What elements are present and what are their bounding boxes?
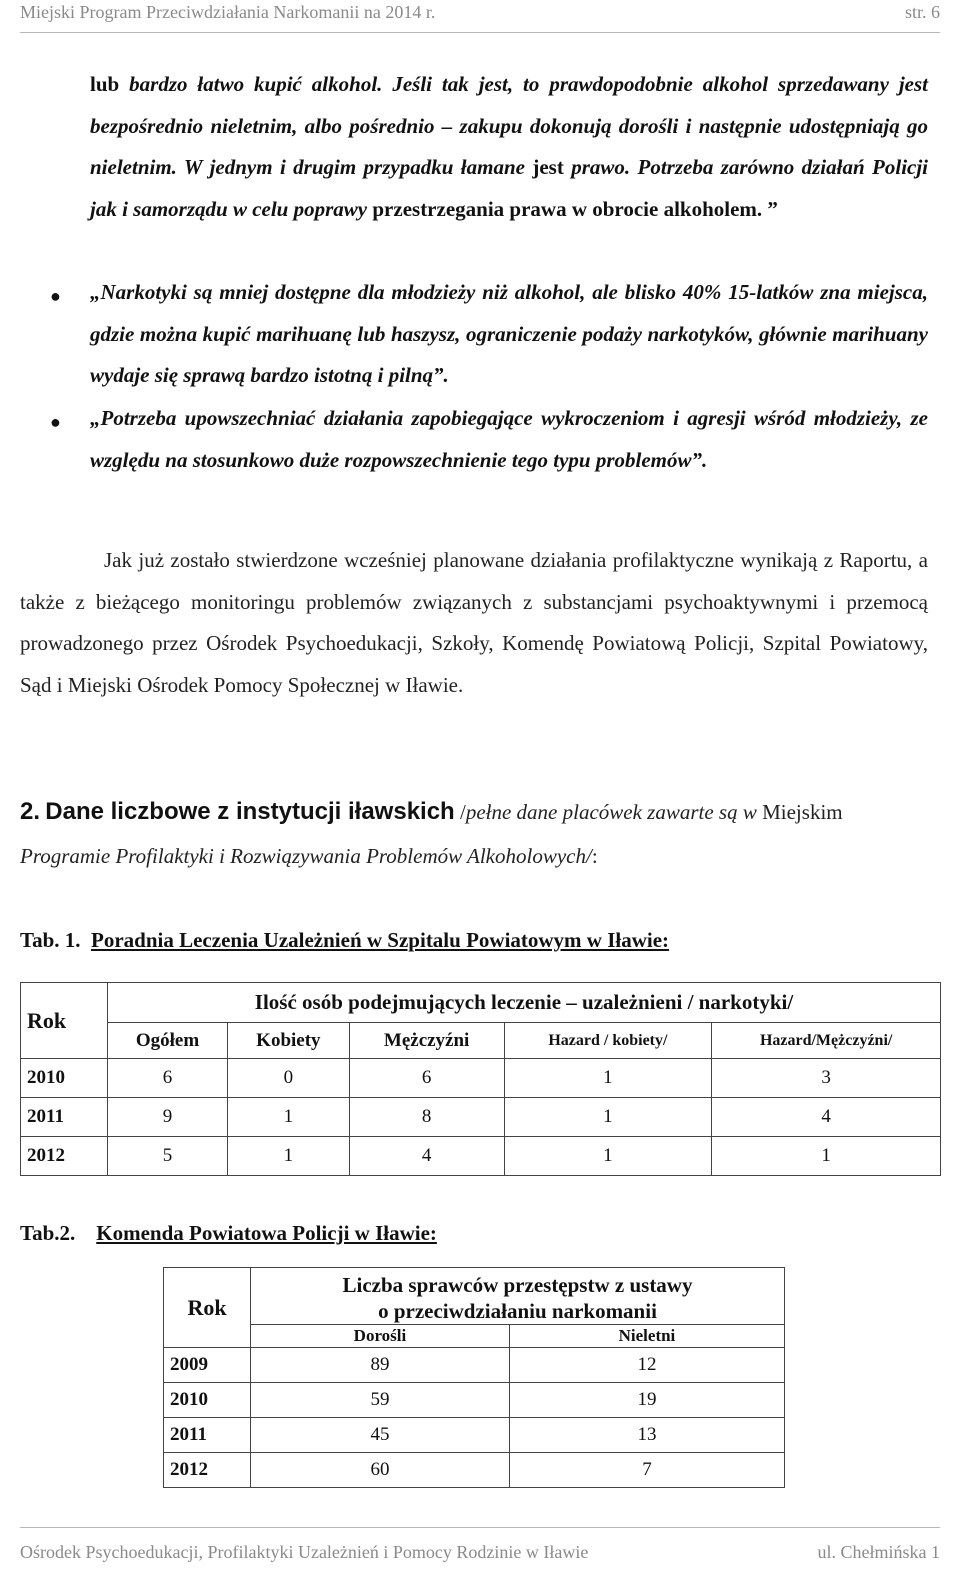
table1-cell: 1 [228,1137,350,1176]
table2-caption [20,1221,437,1246]
header-title: Miejski Program Przeciwdziałania Narkomanii na 2014 r. [20,2,436,22]
bullet-item-1: „Narkotyki są mniej dostępne dla młodzieży niż alkohol, ale blisko 40% 15-latków zna miejsca, gdzie można kupić marihuanę lub haszysz, ograniczenie podaży narkotyków, głównie marihuany wydaje się sprawą bardzo istotną i pilną”. [90,280,928,388]
table1-year-cell: 2011 [21,1098,108,1137]
table1-cell: 4 [712,1098,941,1137]
section-heading [20,790,930,878]
bullet-dot-icon: ● [50,286,61,306]
table2-year-cell: 2009 [164,1348,251,1383]
section-note-italic: pełne dane placówek zawarte są w [465,800,757,824]
footer-organization: Ośrodek Psychoedukacji, Profilaktyki Uzależnień i Pomocy Rodzinie w Iławie [20,1542,589,1562]
table1-cell: 1 [504,1098,712,1137]
table2-group-header [251,1268,785,1325]
table2-col-header: Dorośli [251,1325,510,1348]
table2-year-cell: 2012 [164,1453,251,1488]
page-number: str. 6 [904,2,940,22]
quote-mid-lead: jest [532,155,564,180]
bullet-item-2: „Potrzeba upowszechniać działania zapobiegające wykroczeniom i agresji wśród młodzieży, ze względu na stosunkowo duże rozpowszechnienie tego typu problemów”. [90,406,928,472]
table2-year-cell: 2011 [164,1418,251,1453]
table1-cell: 1 [712,1137,941,1176]
table-row [21,1059,941,1098]
table2-cell: 89 [251,1348,510,1383]
table2-caption-label: Tab.2. [20,1221,76,1245]
table1-caption [20,928,669,953]
table1-cell: 1 [228,1098,350,1137]
table1-group-header: Ilość osób podejmujących leczenie – uzależnieni / narkotyki/ [108,983,941,1023]
table-row [164,1348,785,1383]
section-note-plain: Miejskim [762,800,843,824]
table1 [20,982,941,1176]
table1-cell: 6 [108,1059,228,1098]
table2-cell: 13 [509,1418,784,1453]
table2-caption-title: Komenda Powiatowa Policji w Iławie: [96,1221,437,1245]
table2-group-header-line1: Liczba sprawców przestępstw z ustawy [342,1273,693,1297]
table1-col-header: Hazard / kobiety/ [504,1023,712,1059]
table-row [21,1137,941,1176]
section-number: 2. [20,798,41,825]
section-note-end: : [591,844,598,868]
table1-year-cell: 2010 [21,1059,108,1098]
table1-cell: 0 [228,1059,350,1098]
table1-cell: 4 [349,1137,504,1176]
table1-caption-label: Tab. 1. [20,928,81,952]
table2-col-header: Nieletni [509,1325,784,1348]
section-note-slash: / [459,800,466,824]
quote-text: bardzo łatwo kupić alkohol. Jeśli tak jest, to prawdopodobnie alkohol sprzedawany jest bezpośrednio nieletnim, albo pośrednio – zakupu dokonują dorośli i następnie udostępniają go nieletnim. W jednym i drugim przypadku łamane [90,72,928,180]
table1-cell: 8 [349,1098,504,1137]
table1-col-header: Mężczyźni [349,1023,504,1059]
table1-cell: 3 [712,1059,941,1098]
table1-cell: 1 [504,1137,712,1176]
table2-cell: 59 [251,1383,510,1418]
footer-address: ul. Chełmińska 1 [817,1542,940,1562]
table1-rok-header: Rok [21,983,108,1059]
quote-end-text: przestrzegania prawa w obrocie alkoholem. ” [372,197,778,222]
section-title: Dane liczbowe z instytucji iławskich [45,798,455,825]
table2-year-cell: 2010 [164,1383,251,1418]
running-header [20,0,940,33]
quote-lead-word: lub [90,72,120,96]
table2-cell: 60 [251,1453,510,1488]
table1-year-cell: 2012 [21,1137,108,1176]
table1-col-header: Hazard/Mężczyźni/ [712,1023,941,1059]
table2-rok-header: Rok [164,1268,251,1348]
table-row [164,1418,785,1453]
bullet-dot-icon: ● [50,412,61,432]
quote-mid-text: prawo. Potrzeba zarówno działań Policji jak i samorządu w celu poprawy [90,155,929,222]
table2 [163,1267,785,1488]
table2-cell: 45 [251,1418,510,1453]
table-row [164,1453,785,1488]
section-note-italic-2: Programie Profilaktyki i Rozwiązywania Problemów Alkoholowych/ [20,844,592,868]
table2-group-header-line2: o przeciwdziałaniu narkomanii [378,1299,657,1323]
table1-col-header: Kobiety [228,1023,350,1059]
table1-col-header: Ogółem [108,1023,228,1059]
table1-caption-title: Poradnia Leczenia Uzależnień w Szpitalu Powiatowym w Iławie: [91,928,670,952]
table1-cell: 5 [108,1137,228,1176]
running-footer [20,1527,940,1574]
table2-cell: 7 [509,1453,784,1488]
table-row [21,1098,941,1137]
table-row [164,1383,785,1418]
table2-cell: 19 [509,1383,784,1418]
table1-cell: 9 [108,1098,228,1137]
body-paragraph: Jak już zostało stwierdzone wcześniej planowane działania profilaktyczne wynikają z Raportu, a także z bieżącego monitoringu problemów związanych z substancjami psychoaktywnymi i przemocą prowadzonego przez Ośrodek Psychoedukacji, Szkoły, Komendę Powiatową Policji, Szpital Powiatowy, Sąd i Miejski Ośrodek Pomocy Społecznej w Iławie. [20,548,928,697]
quote-continuation [90,64,928,231]
table2-cell: 12 [509,1348,784,1383]
table1-cell: 6 [349,1059,504,1098]
table1-cell: 1 [504,1059,712,1098]
